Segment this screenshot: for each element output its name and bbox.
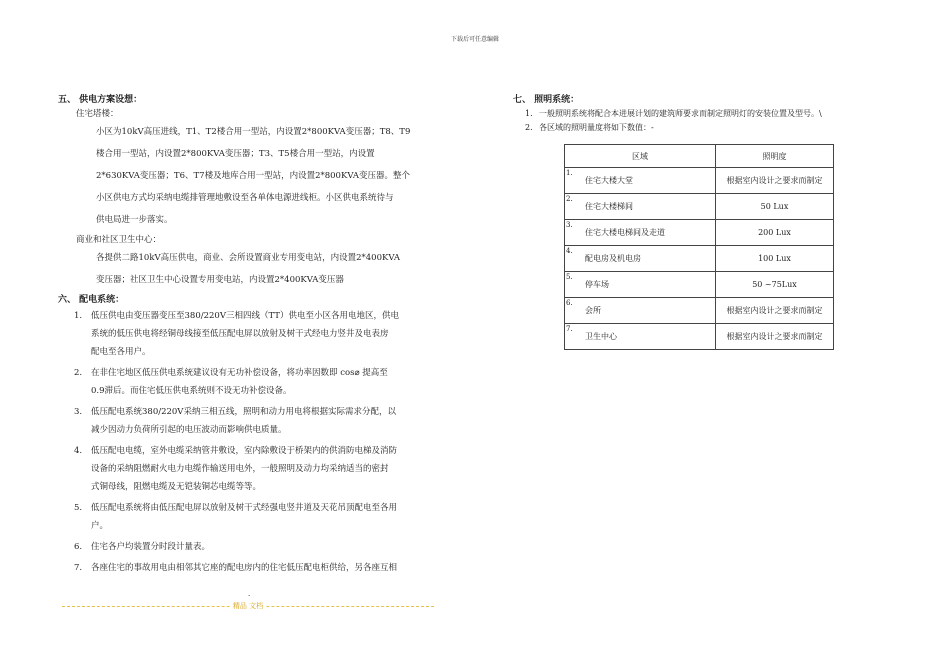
area-cell bbox=[565, 298, 716, 324]
area-cell bbox=[565, 168, 716, 194]
commercial-line: 变压器；社区卫生中心设置专用变电站，内设置2*400KVA变压器 bbox=[96, 275, 344, 285]
table-row bbox=[565, 272, 834, 298]
residential-paragraph bbox=[58, 121, 438, 231]
item-line: 在非住宅地区低压供电系统建议设有无功补偿设备，将功率因数即 cos⌀ 提高至 bbox=[91, 368, 388, 378]
area-cell bbox=[565, 272, 716, 298]
table-row bbox=[565, 194, 834, 220]
left-column bbox=[58, 93, 438, 580]
list-item bbox=[58, 403, 438, 439]
area-cell bbox=[565, 324, 716, 350]
section-7-title: 七、 照明系统： bbox=[513, 95, 580, 105]
residential-line: 供电局进一步落实。 bbox=[96, 215, 173, 225]
illuminance-table bbox=[564, 144, 834, 350]
row-number: 6. bbox=[566, 299, 573, 307]
row-number: 7. bbox=[566, 325, 573, 333]
lighting-list bbox=[513, 107, 843, 135]
area-name: 住宅大楼大堂 bbox=[585, 176, 633, 185]
list-item bbox=[58, 307, 438, 361]
footer-text: 精品 文档 bbox=[230, 602, 266, 610]
header-area: 区域 bbox=[565, 145, 716, 168]
list-item bbox=[58, 538, 438, 556]
area-name: 卫生中心 bbox=[585, 332, 617, 341]
header-illuminance: 照明度 bbox=[716, 145, 834, 168]
item-line: 系统的低压供电将经铜母线接至低压配电屏以放射及树干式经电力竖井及电表房 bbox=[91, 329, 389, 339]
item-number: 1. bbox=[74, 311, 83, 321]
list-item bbox=[58, 442, 438, 496]
item-line: 0.9滞后。而住宅低压供电系统则不设无功补偿设备。 bbox=[91, 386, 292, 396]
lux-cell: 根据室内设计之要求而制定 bbox=[716, 324, 834, 350]
table-row bbox=[565, 168, 834, 194]
area-name: 住宅大楼梯间 bbox=[585, 202, 633, 211]
table-row bbox=[565, 220, 834, 246]
area-cell bbox=[565, 246, 716, 272]
area-cell bbox=[565, 194, 716, 220]
lux-cell: 100 Lux bbox=[716, 246, 834, 272]
item-line: 设备的采纳阻燃耐火电力电缆作输送用电外，一般照明及动力均采纳适当的密封 bbox=[91, 464, 389, 474]
row-number: 3. bbox=[566, 221, 573, 229]
item-number: 6. bbox=[74, 542, 83, 552]
item-number: 2. bbox=[525, 123, 533, 132]
lux-cell: 根据室内设计之要求而制定 bbox=[716, 168, 834, 194]
row-number: 2. bbox=[566, 195, 573, 203]
item-number: 2. bbox=[74, 368, 83, 378]
residential-line: 楼合用一型站，内设置2*800KVA变压器；T3、T5楼合用一型站，内设置 bbox=[96, 149, 375, 159]
commercial-line: 各提供二路10kV高压供电，商业、会所设置商业专用变电站，内设置2*400KVA bbox=[96, 253, 401, 263]
area-name: 会所 bbox=[585, 306, 601, 315]
item-text: 一般照明系统将配合本进展计划的建筑师要求而制定照明灯的安装位置及型号。\ bbox=[539, 109, 822, 118]
page-header: 下载后可任意编辑 bbox=[450, 36, 499, 43]
list-item bbox=[58, 559, 438, 577]
area-cell bbox=[565, 220, 716, 246]
table-row bbox=[565, 246, 834, 272]
lux-cell: 50 Lux bbox=[716, 194, 834, 220]
item-line: 各座住宅的事故用电由相邻其它座的配电房内的住宅低压配电柜供给，另各座互相 bbox=[91, 563, 398, 573]
table-header-row bbox=[565, 145, 834, 168]
item-number: 5. bbox=[74, 503, 83, 513]
item-line: 减少因动力负荷所引起的电压波动而影响供电质量。 bbox=[91, 425, 287, 435]
commercial-label: 商业和社区卫生中心： bbox=[76, 235, 162, 245]
area-name: 配电房及机电房 bbox=[585, 254, 641, 263]
table-row bbox=[565, 298, 834, 324]
list-item bbox=[58, 499, 438, 535]
item-line: 配电至各用户。 bbox=[91, 347, 151, 357]
table-row bbox=[565, 324, 834, 350]
residential-line: 小区供电方式均采纳电缆排管理地敷设至各单体电源进线柜。小区供电系统待与 bbox=[96, 193, 394, 203]
trailing-dot: · bbox=[248, 592, 251, 600]
item-line: 式铜母线，阻燃电缆及无铠装铜芯电缆等等。 bbox=[91, 482, 262, 492]
list-item bbox=[513, 107, 843, 121]
commercial-paragraph bbox=[58, 247, 438, 291]
item-line: 户。 bbox=[91, 521, 109, 531]
item-line: 低压配电电缆，室外电缆采纳管井敷设，室内除敷设于桥架内的供消防电梯及消防 bbox=[91, 446, 398, 456]
list-item bbox=[513, 121, 843, 135]
area-name: 停车场 bbox=[585, 280, 609, 289]
residential-line: 2*630KVA变压器；T6、T7楼及地库合用一型站，内设置2*800KVA变压器。整个 bbox=[96, 171, 411, 181]
footer bbox=[62, 600, 434, 612]
lux-cell: 50 ~75Lux bbox=[716, 272, 834, 298]
item-line: 住宅各户均装置分时段计量表。 bbox=[91, 542, 211, 552]
item-line: 低压供电由变压器变压至380/220V三相四线（TT）供电至小区各用电地区，供电 bbox=[91, 311, 399, 321]
item-number: 1. bbox=[525, 109, 533, 118]
lux-cell: 200 Lux bbox=[716, 220, 834, 246]
residential-label: 住宅塔楼： bbox=[76, 109, 119, 119]
item-number: 3. bbox=[74, 407, 83, 417]
residential-line: 小区为10kV高压进线，T1、T2楼合用一型站，内设置2*800KVA变压器；T8、T9 bbox=[96, 127, 411, 137]
item-line: 低压配电系统380/220V采纳三相五线，照明和动力用电将根据实际需求分配，以 bbox=[91, 407, 396, 417]
row-number: 1. bbox=[566, 169, 573, 177]
section-5-title: 五、 供电方案设想： bbox=[58, 95, 143, 105]
item-text: 各区域的照明量度将如下数值：- bbox=[539, 123, 654, 132]
list-item bbox=[58, 364, 438, 400]
row-number: 4. bbox=[566, 247, 573, 255]
item-number: 7. bbox=[74, 563, 83, 573]
item-number: 4. bbox=[74, 446, 83, 456]
distribution-list bbox=[58, 307, 438, 577]
right-column bbox=[513, 93, 843, 135]
lux-cell: 根据室内设计之要求而制定 bbox=[716, 298, 834, 324]
area-name: 住宅大楼电梯间及走道 bbox=[585, 228, 665, 237]
row-number: 5. bbox=[566, 273, 573, 281]
item-line: 低压配电系统将由低压配电屏以放射及树干式经强电竖井道及天花吊顶配电至各用 bbox=[91, 503, 398, 513]
section-6-title: 六、 配电系统： bbox=[58, 295, 125, 305]
